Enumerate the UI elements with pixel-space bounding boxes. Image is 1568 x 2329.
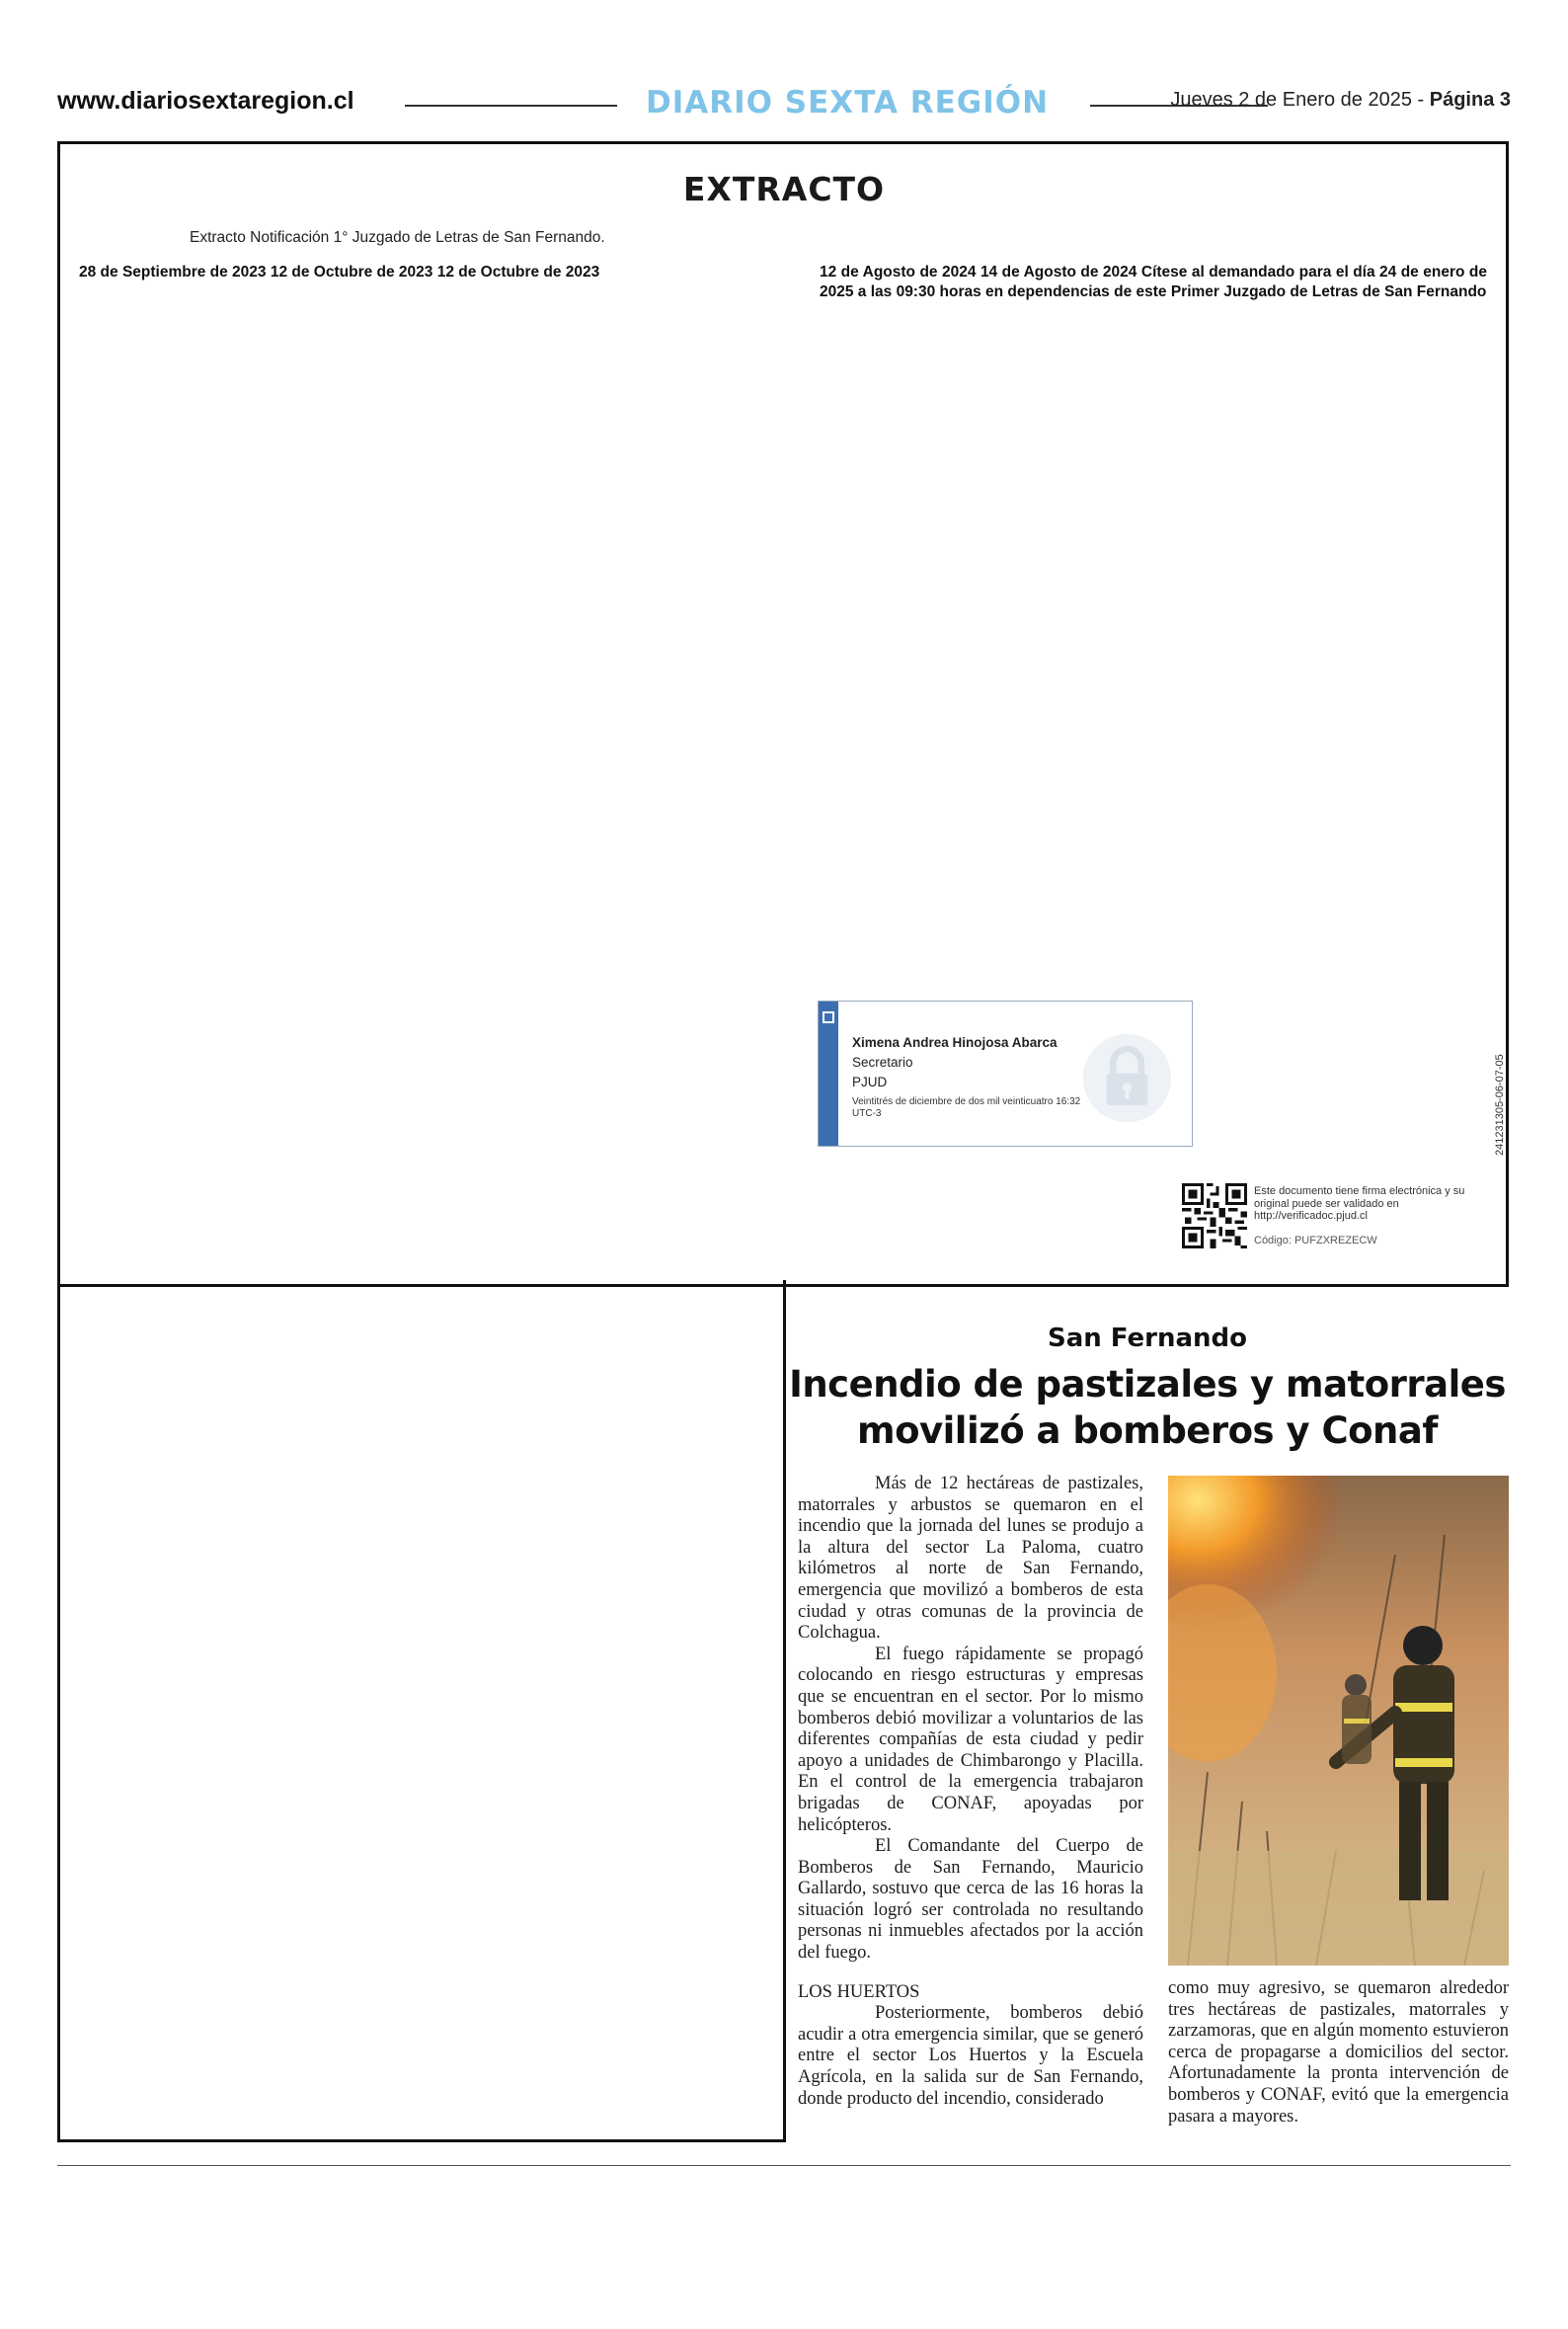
- firefighter-illustration: [1168, 1476, 1509, 1966]
- article-section-heading: LOS HUERTOS: [798, 1981, 920, 2002]
- legal-date-bold: 12 de Octubre de 2023: [270, 264, 433, 281]
- legal-date-bold: 12 de Agosto de 2024: [820, 264, 977, 281]
- article-kicker: San Fernando: [1047, 1324, 1248, 1353]
- article-paragraph: El fuego rápidamente se propagó colocando en riesgo estructuras y empresas que se encuentran en el sector. Por lo mismo bomberos debió movilizar a voluntarios de las diferentes compañías de esta ciudad y pedir apoyo a unidades de Chimbarongo y Placilla. En el control de la emergencia trabajaron brigadas de CONAF, apoyadas por helicópteros.: [798, 1644, 1143, 1835]
- vertical-document-code: [1492, 998, 1512, 1156]
- extracto-frame-join: [786, 1284, 1509, 1287]
- vertical-code-text: 241231305-06-07-05: [1494, 1054, 1506, 1156]
- date-text: Jueves 2 de Enero de 2025 -: [1170, 89, 1430, 111]
- legal-date-bold: 12 de Octubre de 2023: [436, 264, 600, 281]
- header-rule-left: [405, 105, 617, 107]
- article-paragraph: Posteriormente, bomberos debió acudir a otra emergencia similar, que se generó entre el sector Los Huertos y la Escuela Agrícola, en la salida sur de San Fernando, donde producto del incendio, considerado: [798, 2003, 1143, 2109]
- newspaper-brand: DIARIO SEXTA REGIÓN: [646, 85, 1050, 120]
- article-paragraph: como muy agresivo, se quemaron alrededor tres hectáreas de pastizales, matorrales y zarzamoras, que en algún momento estuvieron cerca de propagarse a domicilios del sector. Afortunadamente la pronta intervención de bomberos y CONAF, evitó que la emergencia pasara a mayores.: [1168, 1978, 1509, 2127]
- legal-date-bold: 14 de Agosto de 2024: [980, 264, 1137, 281]
- verification-code: Código: PUFZXREZECW: [1254, 1234, 1377, 1246]
- signer-org: PJUD: [852, 1075, 888, 1089]
- signer-name: Ximena Andrea Hinojosa Abarca: [852, 1035, 1058, 1050]
- legal-citation-bold: Cítese al demandado para el día 24 de enero de 2025 a las 09:30 horas en dependencias de este Primer Juzgado de Letras de San Fernando: [820, 264, 1487, 301]
- article-column-2: [1168, 1978, 1509, 2140]
- qr-code-icon[interactable]: [1182, 1183, 1247, 1248]
- legal-date-bold: 28 de Septiembre de 2023: [79, 264, 267, 281]
- signer-role: Secretario: [852, 1055, 913, 1070]
- verification-note: [1254, 1185, 1481, 1246]
- extracto-title: EXTRACTO: [682, 170, 886, 208]
- site-url[interactable]: www.diariosextaregion.cl: [57, 87, 354, 115]
- issue-date: [1170, 89, 1511, 112]
- article-paragraph: El Comandante del Cuerpo de Bomberos de San Fernando, Mauricio Gallardo, sostuvo que cerca de las 16 horas la situación logró ser controlada no resultando personas ni inmuebles afectados por la acción del fuego.: [798, 1836, 1143, 1964]
- extracto-column-2: [820, 263, 1487, 958]
- footer-rule: [57, 2165, 1511, 2166]
- electronic-signature-card: [818, 1001, 1193, 1147]
- extracto-subtitle: Extracto Notificación 1° Juzgado de Letras de San Fernando.: [190, 229, 605, 246]
- extracto-column-1: [79, 263, 754, 2128]
- article-headline: Incendio de pastizales y matorrales movilizó a bomberos y Conaf: [789, 1363, 1506, 1452]
- verification-text: Este documento tiene firma electrónica y su original puede ser validado en http://verificadoc.pjud.cl: [1254, 1185, 1465, 1222]
- signature-sidebar: [819, 1002, 838, 1146]
- page-number: Página 3: [1429, 89, 1511, 111]
- page-header: [57, 83, 1511, 122]
- article-paragraph: Más de 12 hectáreas de pastizales, matorrales y arbustos se quemaron en el incendio que la jornada del lunes se produjo a la altura del sector La Paloma, cuatro kilómetros al norte de San Fernando, emergencia que movilizó a bomberos de esta ciudad y otras comunas de la provincia de Colchagua.: [798, 1474, 1143, 1644]
- firefighters-photo: [1168, 1476, 1509, 1966]
- article-column-1: [798, 1474, 1143, 2140]
- signature-timestamp: Veintitrés de diciembre de dos mil veinticuatro 16:32 UTC-3: [852, 1096, 1081, 1119]
- pjud-emblem-icon: [823, 1011, 834, 1023]
- lock-icon: [1080, 1031, 1174, 1125]
